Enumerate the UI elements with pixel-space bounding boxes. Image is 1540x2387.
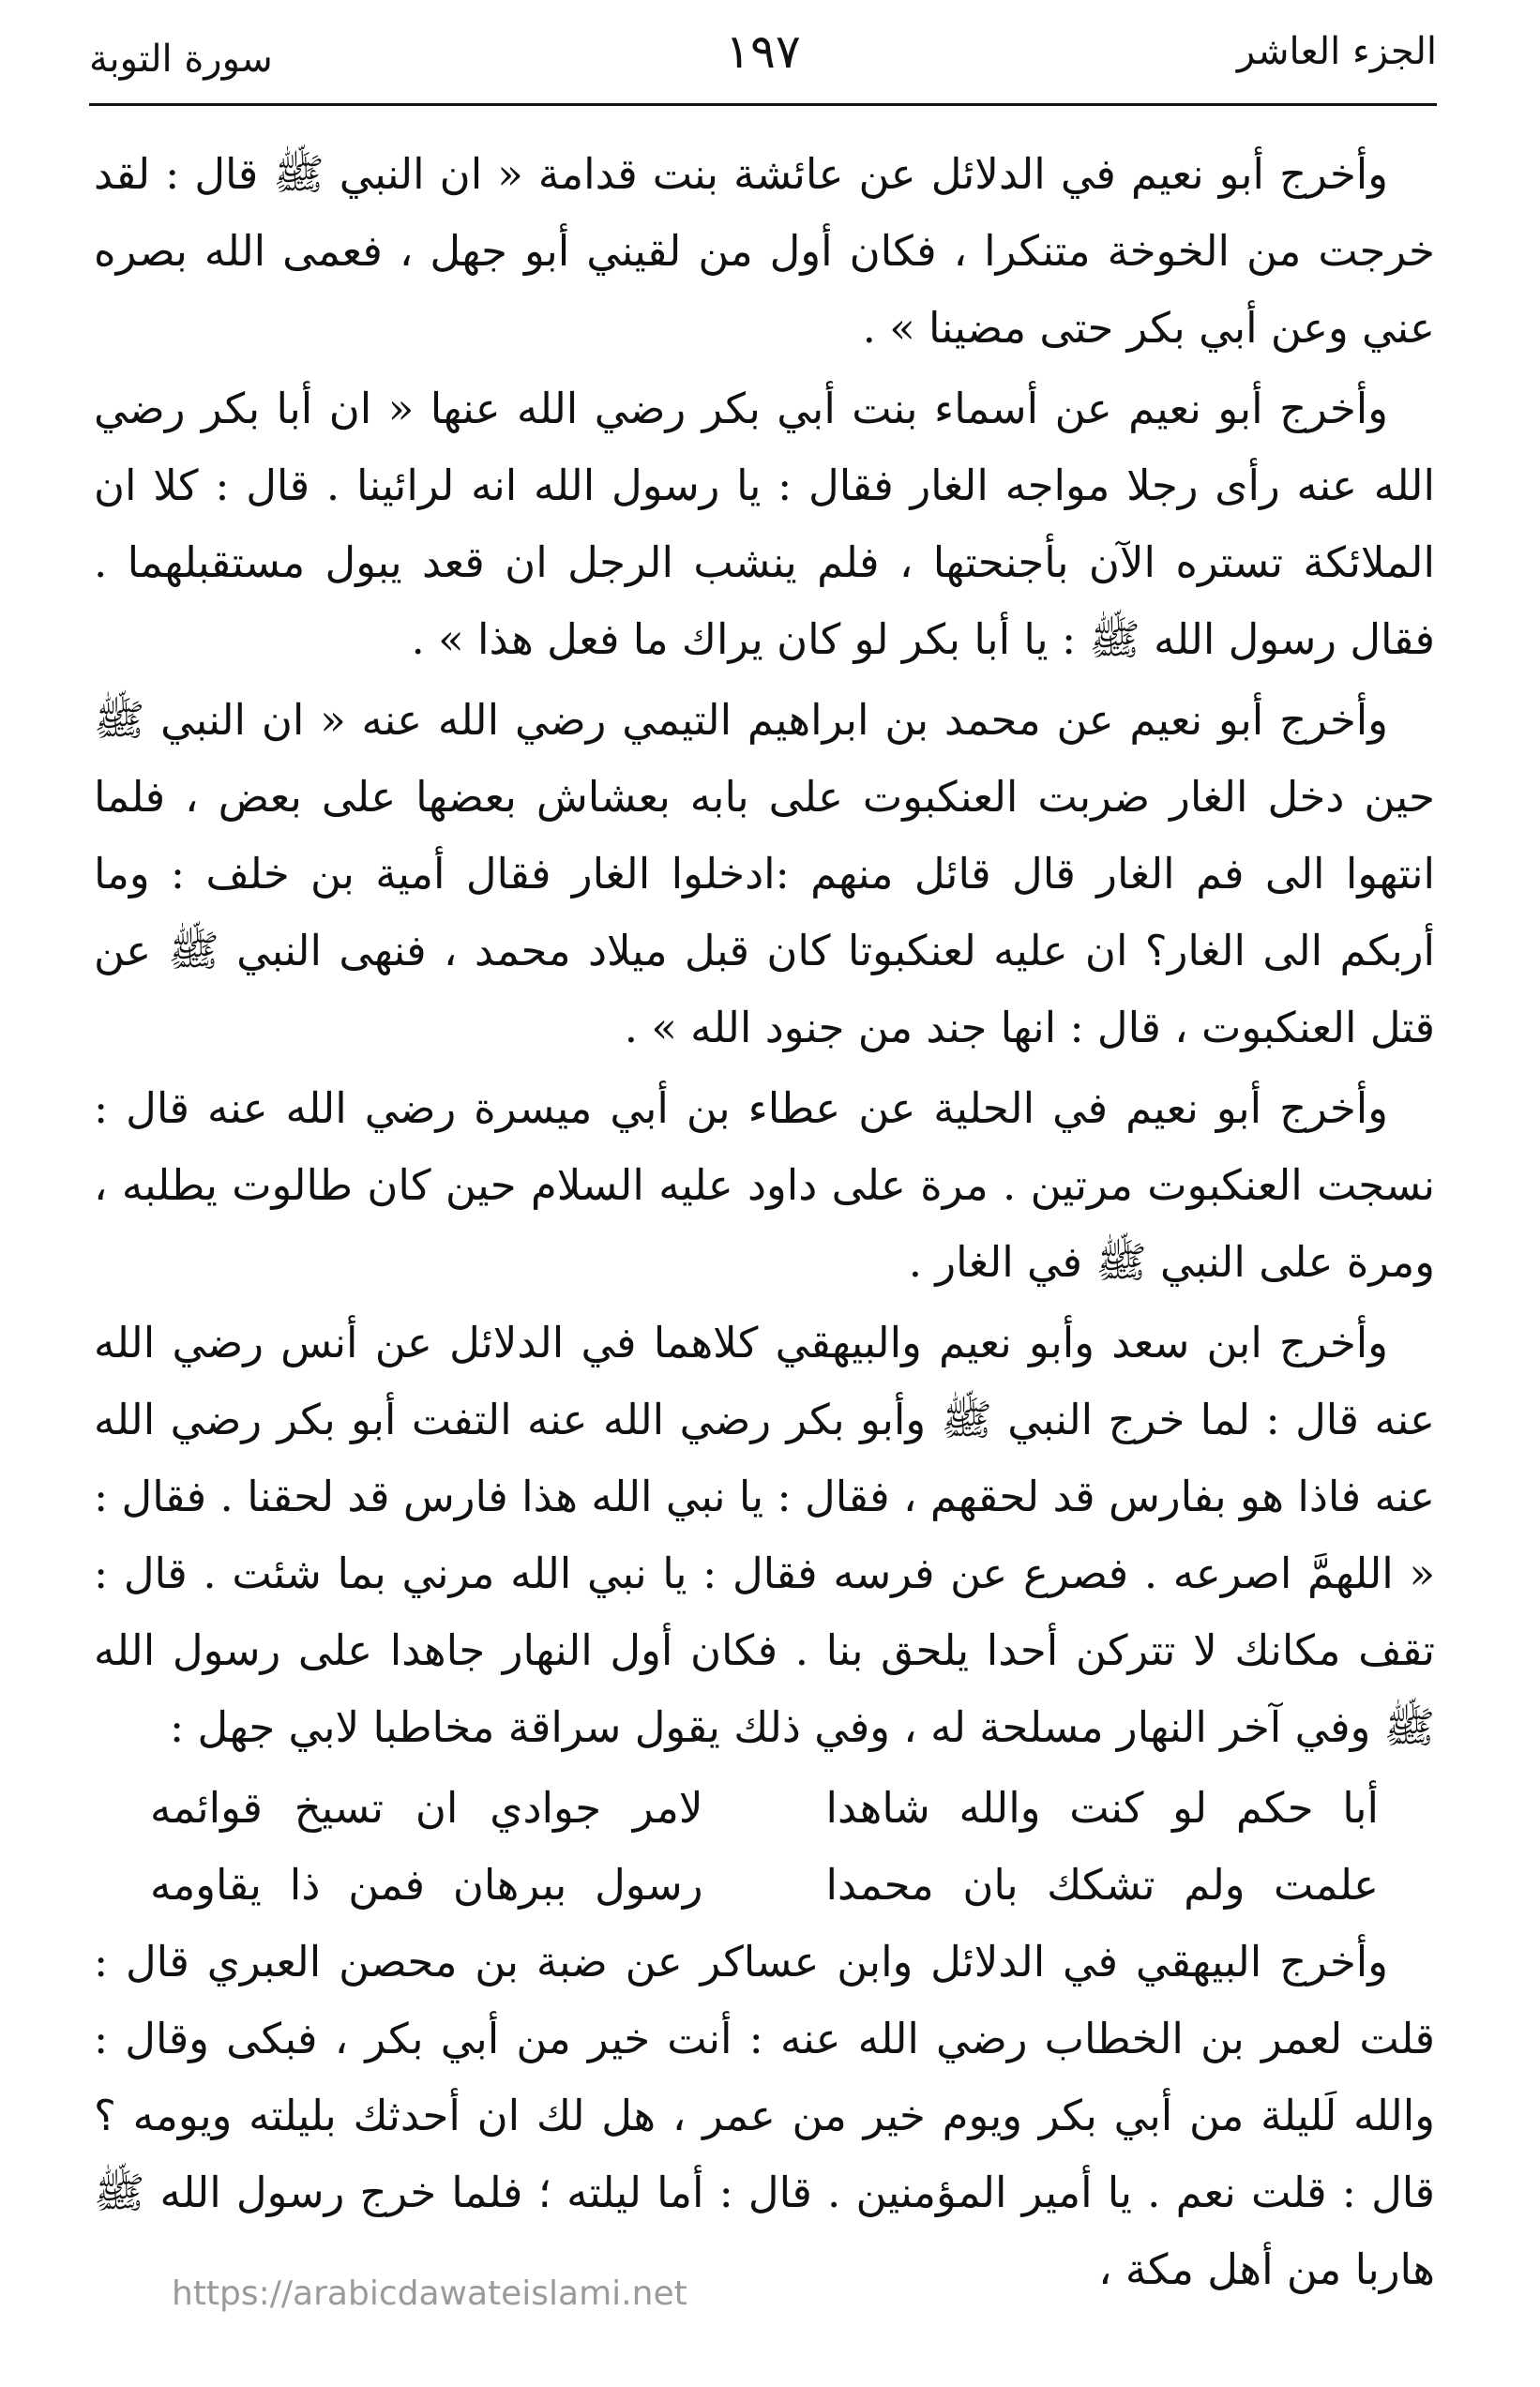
juz-label: الجزء العاشر [1236, 30, 1437, 73]
page-number: ١٩٧ [725, 24, 801, 79]
page-body [94, 136, 1435, 2312]
paragraph-4: وأخرج أبو نعيم في الحلية عن عطاء بن أبي ميسرة رضي الله عنه قال : نسجت العنكبوت مرتين . مرة على داود عليه السلام حين كان طالوت يطلبه ، ومرة على النبي ﷺ في الغار . [94, 1083, 1435, 1287]
paragraph-5: وأخرج ابن سعد وأبو نعيم والبيهقي كلاهما في الدلائل عن أنس رضي الله عنه قال : لما خرج النبي ﷺ وأبو بكر رضي الله عنه التفت أبو بكر رضي الله عنه فاذا هو بفارس قد لحقهم ، فقال : يا نبي الله هذا فارس قد لحقنا . فقال : « اللهمَّ اصرعه . فصرع عن فرسه فقال : يا نبي الله مرني بما شئت . قال : تقف مكانك لا تتركن أحدا يلحق بنا . فكان أول النهار جاهدا على رسول الله ﷺ وفي آخر النهار مسلحة له ، وفي ذلك يقول سراقة مخاطبا لابي جهل : [94, 1318, 1435, 1752]
verse-second-hemistich: رسول ببرهان فمن ذا يقاومه [150, 1860, 703, 1910]
paragraph-6: وأخرج البيهقي في الدلائل وابن عساكر عن ضبة بن محصن العبري قال : قلت لعمر بن الخطاب رضي الله عنه : أنت خير من أبي بكر ، فبكى وقال : والله لَليلة من أبي بكر ويوم خير من عمر ، هل لك ان أحدثك بليلته ويومه ؟ قال : قلت نعم . يا أمير المؤمنين . قال : أما ليلته ؛ فلما خرج رسول الله ﷺ هاربا من أهل مكة ، [94, 1937, 1435, 2294]
paragraph-3: وأخرج أبو نعيم عن محمد بن ابراهيم التيمي رضي الله عنه « ان النبي ﷺ حين دخل الغار ضربت العنكبوت على بابه بعشاش بعضها على بعض ، فلما انتهوا الى فم الغار قال قائل منهم :ادخلوا الغار فقال أمية بن خلف : وما أربكم الى الغار؟ ان عليه لعنكبوتا كان قبل ميلاد محمد ، فنهى النبي ﷺ عن قتل العنكبوت ، قال : انها جند من جنود الله » . [94, 695, 1435, 1052]
page-header [89, 21, 1437, 91]
verse-first-hemistich: علمت ولم تشكك بان محمدا [825, 1860, 1379, 1910]
verse-line [94, 1847, 1435, 1924]
paragraph-2: وأخرج أبو نعيم عن أسماء بنت أبي بكر رضي الله عنها « ان أبا بكر رضي الله عنه رأى رجلا مواجه الغار فقال : يا رسول الله انه لرائينا . قال : كلا ان الملائكة تستره الآن بأجنحتها ، فلم ينشب الرجل ان قعد يبول مستقبلهما . فقال رسول الله ﷺ : يا أبا بكر لو كان يراك ما فعل هذا » . [94, 384, 1435, 664]
verse-second-hemistich: لامر جوادي ان تسيخ قوائمه [150, 1783, 703, 1833]
poem [94, 1770, 1435, 1924]
watermark-url: https://arabicdawateislami.net [172, 2274, 687, 2313]
paragraph-1: وأخرج أبو نعيم في الدلائل عن عائشة بنت قدامة « ان النبي ﷺ قال : لقد خرجت من الخوخة متنكرا ، فكان أول من لقيني أبو جهل ، فعمى الله بصره عني وعن أبي بكر حتى مضينا » . [94, 149, 1435, 353]
header-rule [89, 103, 1437, 106]
surah-label: سورة التوبة [89, 38, 273, 81]
verse-first-hemistich: أبا حكم لو كنت والله شاهدا [825, 1783, 1379, 1833]
verse-line [94, 1770, 1435, 1847]
